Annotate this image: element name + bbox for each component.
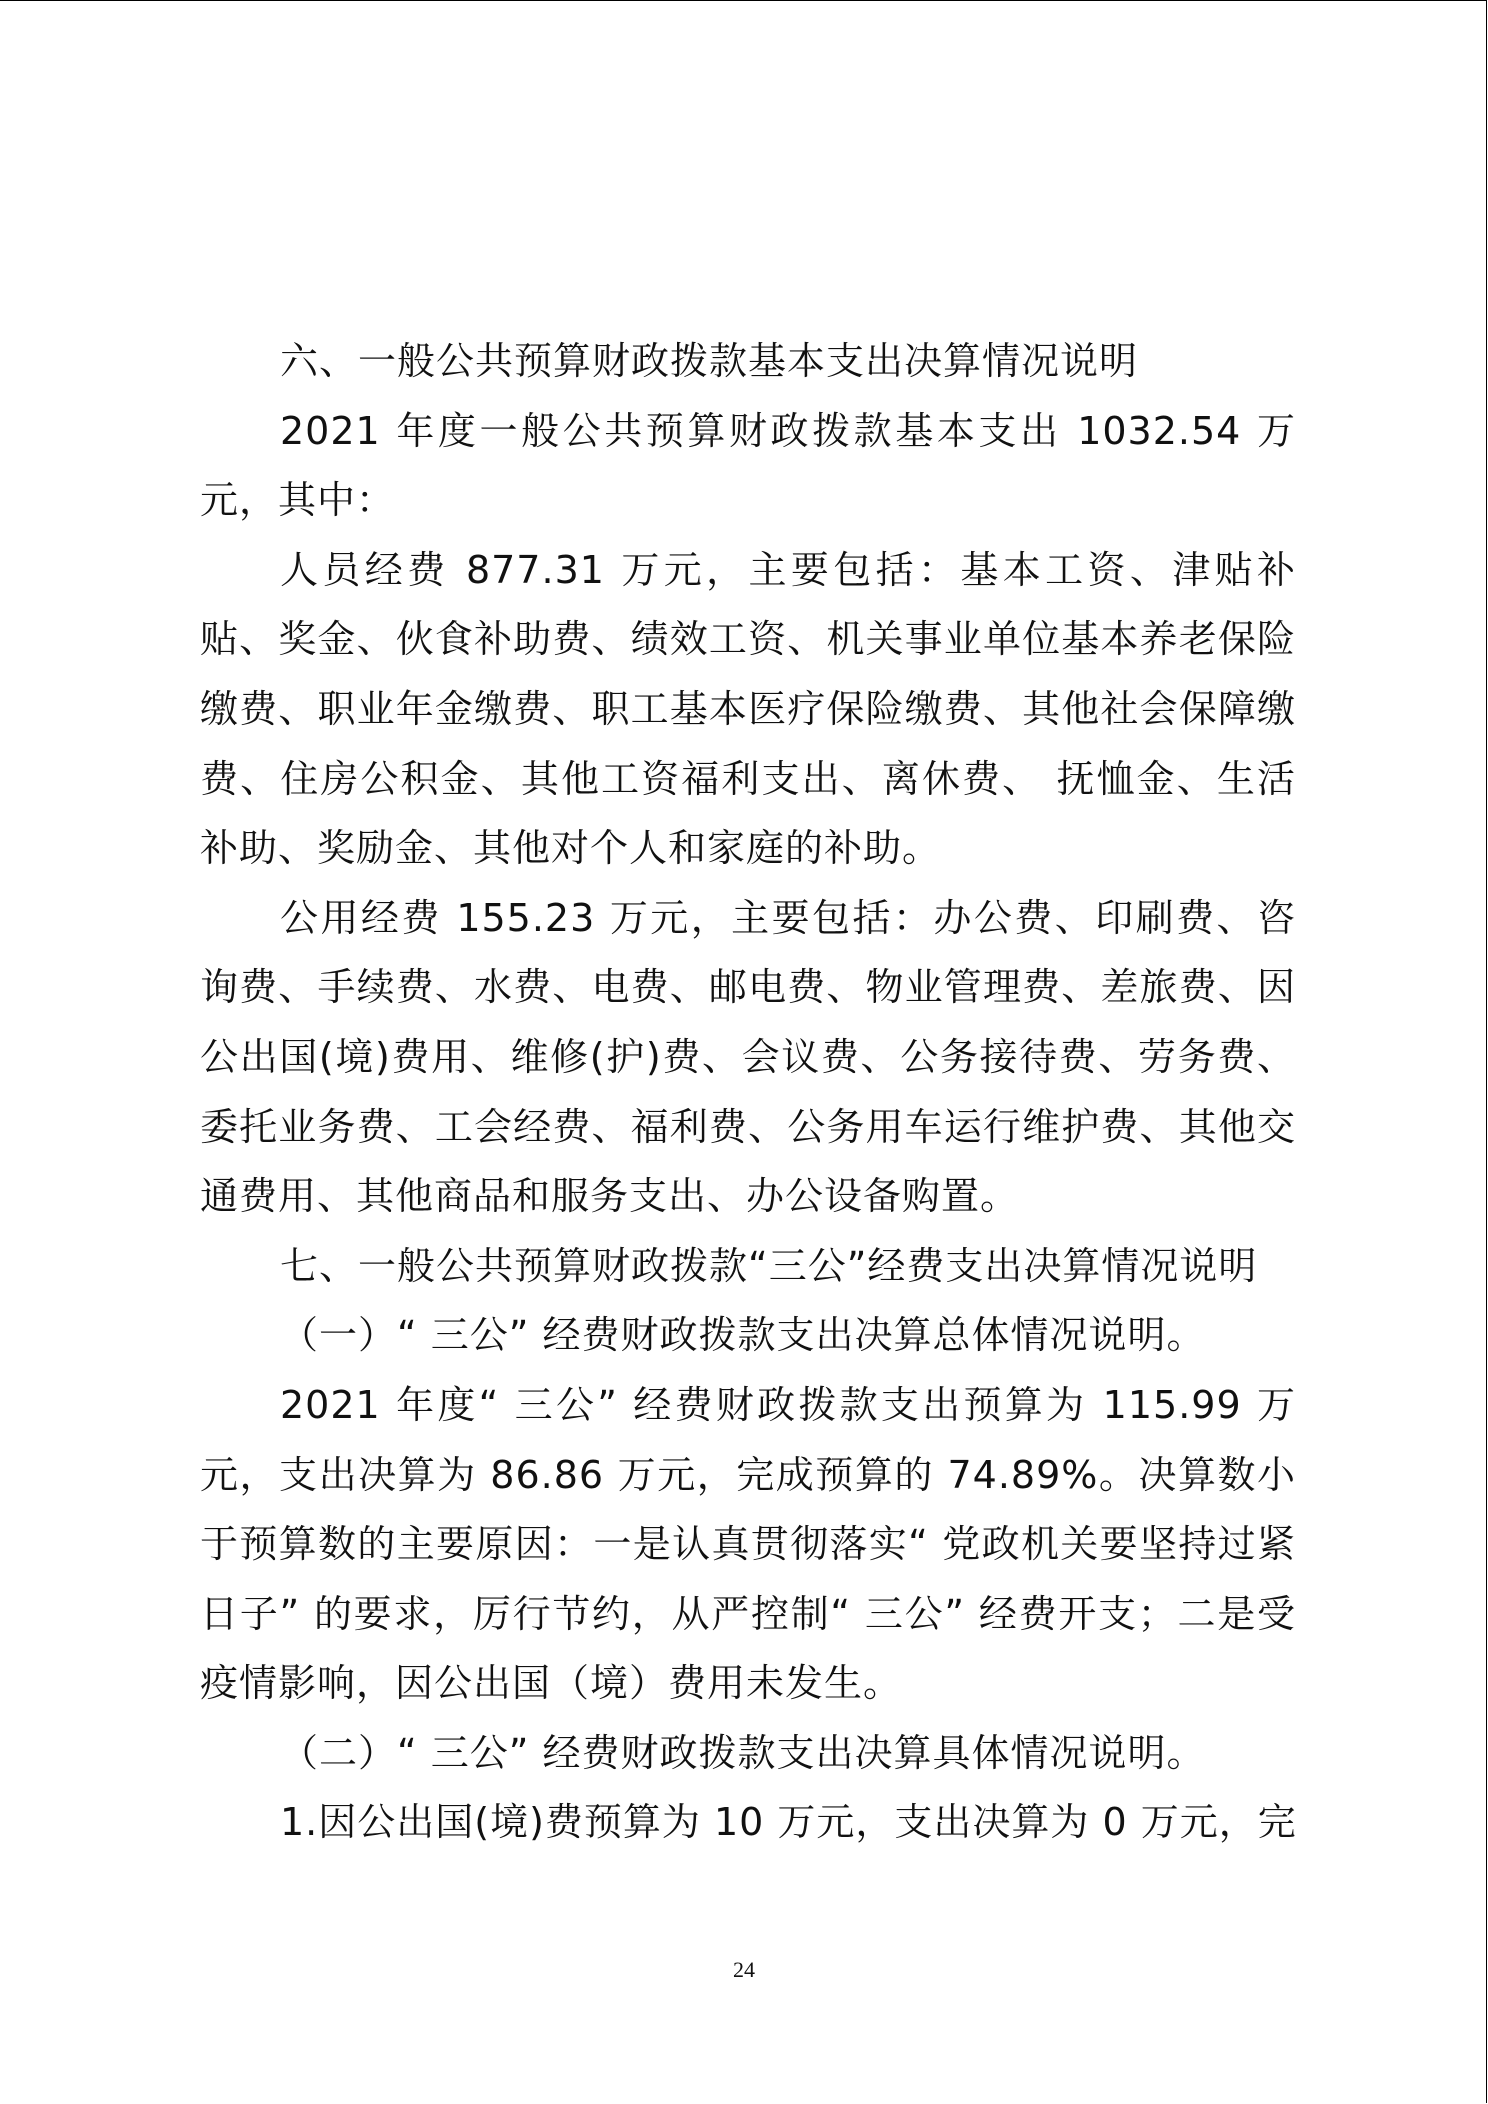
page-number: 24 [733,1957,755,1982]
document-body [200,327,1296,1858]
overseas-travel-paragraph: 1.因公出国(境)费预算为 10 万元，支出决算为 0 万元，完 [280,1800,1297,1845]
section-heading-seven: 七、一般公共预算财政拨款“三公”经费支出决算情况说明 [280,1243,1258,1288]
subsection-heading-one: （一）“ 三公” 经费财政拨款支出决算总体情况说明。 [280,1313,1206,1358]
three-public-overall-paragraph: 2021 年度“ 三公” 经费财政拨款支出预算为 115.99 万元，支出决算为 86.86 万元，完成预算的 74.89%。决算数小于预算数的主要原因：一是认真贯彻落实“ 党政机关要坚持过紧日子” 的要求，厉行节约，从严控制“ 三公” 经费开支；二是受疫情影响，因公出国（境）费用未发生。 [200,1382,1296,1706]
basic-expenditure-total-paragraph: 2021 年度一般公共预算财政拨款基本支出 1032.54 万元，其中： [200,408,1296,523]
personnel-expenses-paragraph: 人员经费 877.31 万元，主要包括：基本工资、津贴补贴、奖金、伙食补助费、绩效工资、机关事业单位基本养老保险缴费、职业年金缴费、职工基本医疗保险缴费、其他社会保障缴费、住房公积金、其他工资福利支出、离休费、 抚恤金、生活补助、奖励金、其他对个人和家庭的补助。 [200,547,1296,871]
section-heading-six: 六、一般公共预算财政拨款基本支出决算情况说明 [280,339,1139,383]
public-expenses-paragraph: 公用经费 155.23 万元，主要包括：办公费、印刷费、咨询费、手续费、水费、电费、邮电费、物业管理费、差旅费、因公出国(境)费用、维修(护)费、会议费、公务接待费、劳务费、委托业务费、工会经费、福利费、公务用车运行维护费、其他交通费用、其他商品和服务支出、办公设备购置。 [200,895,1296,1219]
subsection-heading-two: （二）“ 三公” 经费财政拨款支出决算具体情况说明。 [280,1730,1206,1775]
